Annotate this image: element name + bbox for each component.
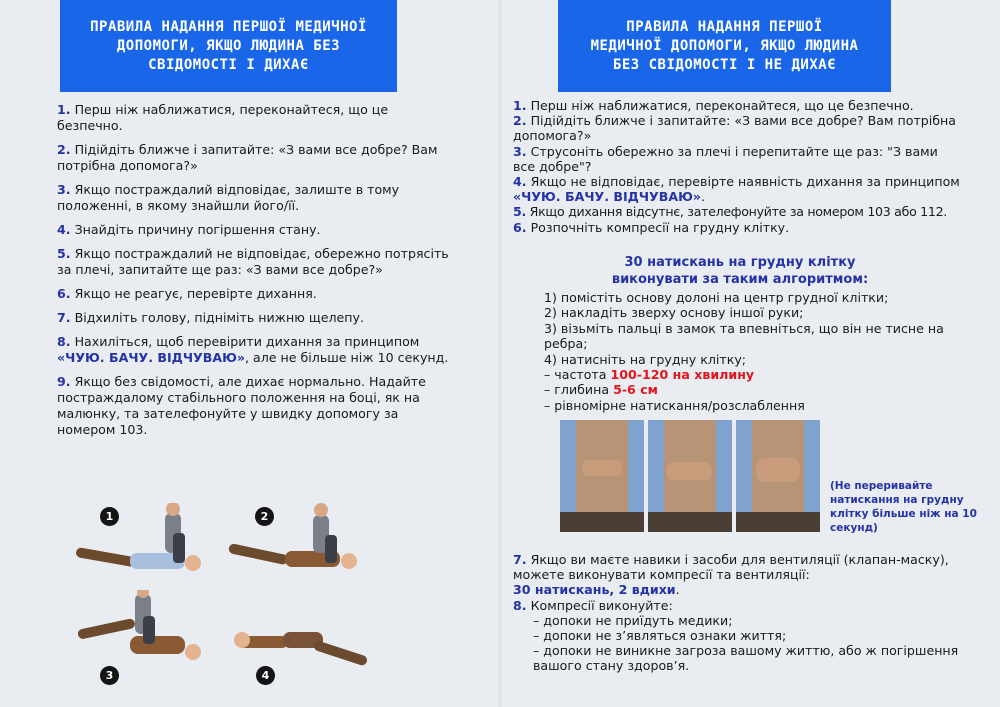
right-title-banner (558, 0, 891, 92)
right-step-5: 5. Якщо дихання відсутнє, зателефонуйте за номером 103 або 112. (513, 204, 948, 220)
recovery-step-4-illustration (228, 610, 378, 695)
left-title: ПРАВИЛА НАДАННЯ ПЕРШОЇ МЕДИЧНОЇ ДОПОМОГИ, ЯКЩО ЛЮДИНА БЕЗ СВІДОМОСТІ І ДИХАЄ (90, 18, 367, 73)
compression-photo-2 (648, 420, 732, 532)
left-title-banner (60, 0, 397, 92)
recovery-figure-1 (75, 503, 215, 588)
chest-compression-photos (560, 420, 822, 532)
right-step-6: 6. Розпочніть компресії на грудну клітку. (513, 219, 790, 235)
right-steps-continued (513, 552, 983, 674)
algo-depth: – глибина 5-6 см (544, 382, 658, 398)
right-step-1: 1. Перш ніж наближатися, переконайтеся, що це безпечно. (513, 98, 914, 113)
right-step-8: 8. Компресії виконуйте: (513, 597, 673, 613)
figure-badge-1: 1 (100, 507, 119, 526)
algo-item-2: 2) накладіть зверху основу іншої руки; (544, 305, 804, 321)
compression-photo-3 (736, 420, 820, 532)
step-8-item-3: – допоки не виникне загроза вашому життю, або ж погіршення вашого стану здоров’я. (533, 643, 959, 674)
left-step-2: 2. Підійдіть ближче і запитайте: «З вами все добре? Вам потрібна допомога?» (57, 142, 438, 173)
right-steps (513, 98, 963, 235)
right-step-7-ratio: 30 натискань, 2 вдихи. (513, 582, 680, 598)
left-step-9: 9. Якщо без свідомості, але дихає нормально. Надайте постраждалому стабільного положення на боці, як на малюнку, та зателефонуйте у швидку допомогу за номером 103. (57, 374, 426, 437)
compression-algorithm-title: 30 натискань на грудну клітку виконувати за таким алгоритмом: (611, 255, 869, 287)
right-step-2: 2. Підійдіть ближче і запитайте: «З вами все добре? Вам потрібна допомога?» (513, 113, 957, 144)
recovery-step-1-illustration (75, 503, 215, 588)
algo-rate: – частота 100-120 на хвилину (544, 367, 755, 383)
left-step-8: 8. Нахиліться, щоб перевірити дихання за принципом «ЧУЮ. БАЧУ. ВІДЧУВАЮ», але не більше ніж 10 секунд. (57, 334, 449, 365)
right-title: ПРАВИЛА НАДАННЯ ПЕРШОЇ МЕДИЧНОЇ ДОПОМОГИ, ЯКЩО ЛЮДИНА БЕЗ СВІДОМОСТІ І НЕ ДИХАЄ (590, 18, 859, 73)
right-page (500, 0, 1000, 707)
left-step-1: 1. Перш ніж наближатися, переконайтеся, що це безпечно. (57, 102, 389, 133)
algo-item-4: 4) натисніть на грудну клітку; (544, 351, 747, 367)
figure-badge-4: 4 (256, 666, 275, 685)
left-step-5: 5. Якщо постраждалий не відповідає, обережно потрясіть за плечі, запитайте ще раз: «З вами все добре?» (57, 246, 449, 277)
compression-algorithm (544, 290, 964, 413)
compression-photo-1 (560, 420, 644, 532)
figure-badge-3: 3 (100, 666, 119, 685)
step-8-item-2: – допоки не з’являться ознаки життя; (533, 628, 787, 644)
recovery-step-3-illustration (75, 590, 215, 690)
algo-item-3: 3) візьміть пальці в замок та впевніться, що він не тисне на ребра; (544, 320, 944, 352)
step-8-item-1: – допоки не приїдуть медики; (533, 612, 733, 628)
algo-even: – рівномірне натискання/розслаблення (544, 397, 805, 413)
recovery-figure-4 (228, 610, 378, 695)
algo-item-1: 1) помістіть основу долоні на центр грудної клітки; (544, 290, 889, 305)
left-step-4: 4. Знайдіть причину погіршення стану. (57, 222, 321, 237)
left-step-7: 7. Відхиліть голову, підніміть нижню щелепу. (57, 310, 364, 325)
right-step-4: 4. Якщо не відповідає, перевірте наявність дихання за принципом «ЧУЮ. БАЧУ. ВІДЧУВАЮ». (513, 174, 960, 205)
right-step-7: 7. Якщо ви маєте навики і засоби для вентиляції (клапан-маску), можете виконувати компресії та вентиляції: (513, 552, 949, 583)
recovery-step-2-illustration (225, 503, 375, 588)
recovery-figure-2 (225, 503, 375, 588)
left-step-6: 6. Якщо не реагує, перевірте дихання. (57, 286, 317, 301)
right-step-3: 3. Струсоніть обережно за плечі і перепитайте ще раз: "З вами все добре"? (513, 143, 938, 174)
compression-note: (Не переривайте натискання на грудну клітку більше ніж на 10 секунд) (830, 480, 977, 534)
left-steps (57, 102, 452, 446)
left-step-3: 3. Якщо постраждалий відповідає, залиште в тому положенні, в якому знайшли його/її. (57, 182, 400, 213)
figure-badge-2: 2 (255, 507, 274, 526)
recovery-figure-3 (75, 590, 215, 690)
